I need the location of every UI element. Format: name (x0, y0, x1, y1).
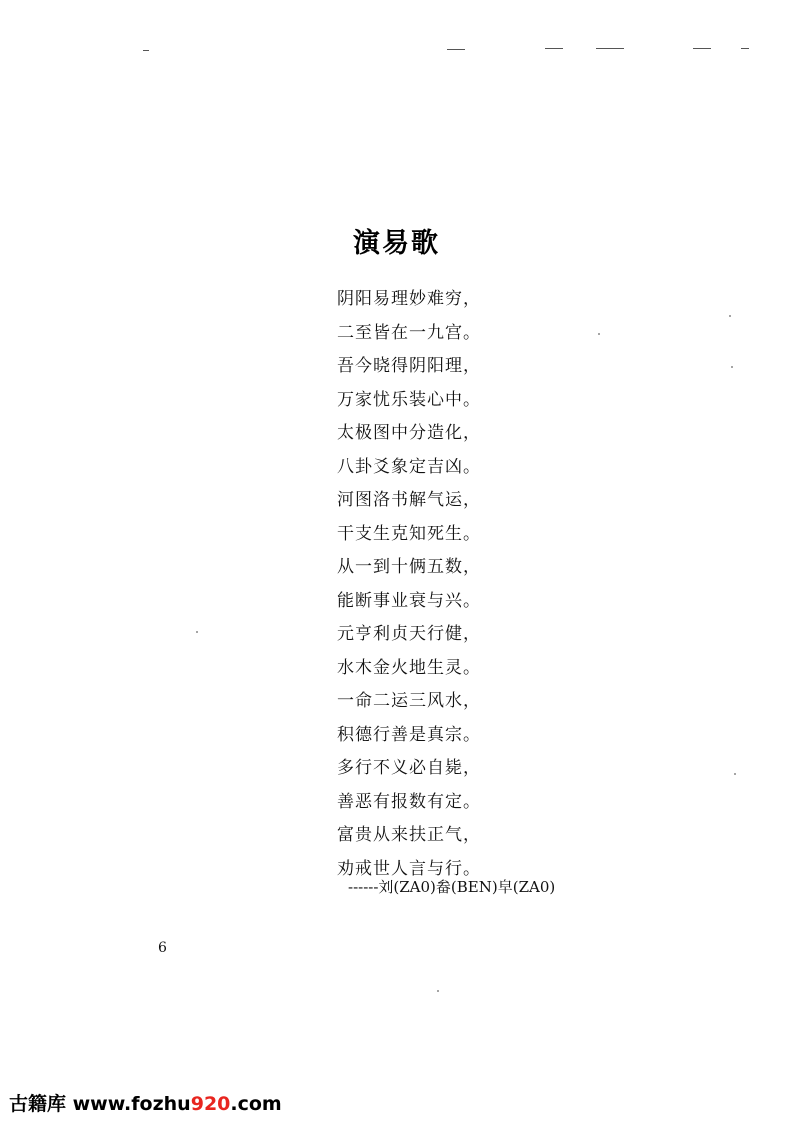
watermark-suffix: .com (230, 1093, 282, 1115)
scan-mark (447, 49, 465, 50)
poem-line: 太极图中分造化， (337, 423, 481, 443)
watermark-accent: 920 (190, 1093, 231, 1115)
author-signature: ------刘(ZA0)畚(BEN)皁(ZA0) (348, 878, 556, 896)
scan-mark (693, 48, 711, 49)
poem-line: 河图洛书解气运， (337, 490, 481, 510)
poem-line: 阴阳易理妙难穷， (337, 289, 481, 309)
poem-line: 一命二运三风水， (337, 691, 481, 711)
scan-mark (741, 48, 749, 49)
scan-mark (596, 48, 624, 49)
poem-line: 多行不义必自毙， (337, 758, 481, 778)
site-watermark (9, 1089, 282, 1116)
poem-line: 积德行善是真宗。 (337, 724, 481, 745)
scan-speck (598, 333, 600, 335)
page-title: 演易歌 (353, 228, 440, 260)
poem-line: 吾今晓得阴阳理， (337, 356, 481, 376)
poem-line: 万家忧乐装心中。 (337, 389, 481, 410)
scan-speck (196, 631, 198, 633)
poem-line: 水木金火地生灵。 (337, 657, 481, 678)
scan-mark (143, 50, 149, 51)
scan-mark (545, 48, 563, 49)
poem-line: 元亨利贞天行健， (337, 624, 481, 644)
poem-line: 八卦爻象定吉凶。 (337, 456, 481, 477)
poem-line: 能断事业衰与兴。 (337, 590, 481, 611)
poem-line: 劝戒世人言与行。 (337, 858, 481, 879)
poem-line: 二至皆在一九宫。 (337, 322, 481, 343)
page-number: 6 (158, 940, 167, 956)
poem (337, 283, 481, 886)
scan-speck (731, 366, 733, 368)
scan-speck (437, 990, 439, 992)
poem-line: 干支生克知死生。 (337, 523, 481, 544)
poem-line: 善恶有报数有定。 (337, 791, 481, 812)
poem-line: 富贵从来扶正气， (337, 825, 481, 845)
watermark-prefix: 古籍库 www.fozhu (9, 1093, 191, 1115)
scan-speck (729, 315, 731, 317)
poem-line: 从一到十俩五数， (337, 557, 481, 577)
scan-artifact-lines (0, 45, 793, 51)
scan-speck (734, 773, 736, 775)
